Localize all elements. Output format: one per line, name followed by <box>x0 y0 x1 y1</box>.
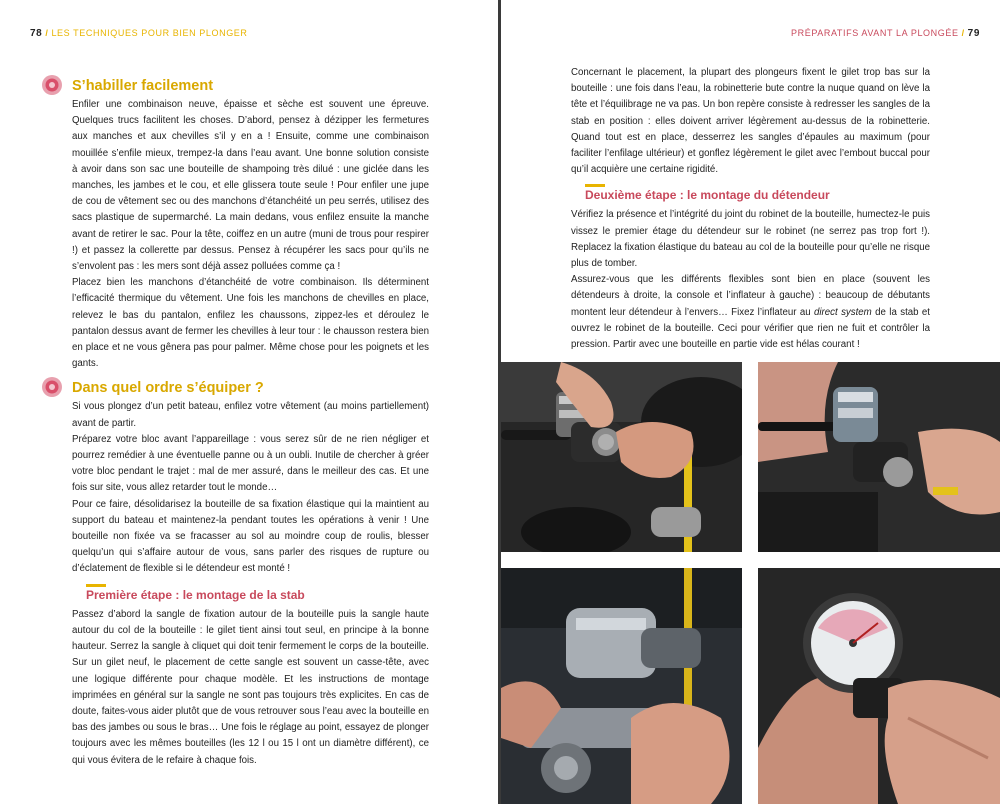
right-page-number: 79 <box>967 28 980 39</box>
left-text-column <box>72 76 429 769</box>
right-page <box>501 0 1000 804</box>
pink-circle-bullet-icon <box>41 376 63 398</box>
right-page-header <box>791 28 980 39</box>
paragraph: Concernant le placement, la plupart des plongeurs fixent le gilet trop bas sur la bouteille : une fois dans l’eau, la robinetterie bute contre la nuque quand on lève la tête et l’équilibrage ne va pas. Un bon repère consiste à redresser les sangles de la stab en position : elles doivent arriver légèrement au-dessus de la robinetterie. Quand tout est en place, desserrez les sangles d’épaules au maximum (pour faciliter l’enfilage ultérieur) et gonflez légèrement le gilet avec l’embout buccal pour qu’il acquière une certaine rigidité. <box>571 67 930 176</box>
left-page-number: 78 <box>30 28 43 39</box>
paragraph: Préparez votre bloc avant l’appareillage : vous serez sûr de ne rien négliger et pourrez remédier à une éventuelle panne ou à un oubli. Inutile de chercher à gréer votre bloc pendant le trajet : mal de mer assuré, dans le meilleur des cas. Et une fois sur site, vous allez retarder tout le monde… <box>72 433 429 494</box>
left-running-title: LES TECHNIQUES POUR BIEN PLONGER <box>51 28 248 38</box>
subsection-heading-stab: Première étape : le montage de la stab <box>86 584 305 603</box>
paragraph: Pour ce faire, désolidarisez la bouteille de sa fixation élastique qui la maintient au support du bateau et maintenez-la pendant toutes les opérations à venir ! Une bouteille non fixée va se fracasser au sol au moindre coup de roulis, blesser quelqu’un qui s’affaire autour de vous, sans parler des risques de rupture ou d’éclatement de flexible si le détendeur est monté ! <box>72 498 429 575</box>
tank-valve-closeup-photo <box>501 568 742 804</box>
paragraph: Passez d’abord la sangle de fixation autour de la bouteille puis la sangle haute autour du col de la bouteille : le gilet tient ainsi tout seul, en principe à la bonne hauteur. Serrez la sangle à cliquet qui doit tenir fermement le corps de la bouteille. Sur un gilet neuf, le placement de cette sangle est souvent un casse-tête, avec une logique différente pour chaque modèle. Et les instructions de montage imprimées en général sur la sangle ne sont pas toujours très explicites. En cas de doute, faites-vous aider plutôt que de vous retrouver sous l’eau avec la bouteille en bas des jambes ou sous le bras… Une fois le réglage au point, essayez de plonger toujours avec les mêmes bouteilles (les 12 l ou 15 l ont un diamètre différent), ce qui vous évitera de le refaire à chaque fois. <box>72 608 429 766</box>
right-running-title: PRÉPARATIFS AVANT LA PLONGÉE <box>791 28 959 38</box>
section-heading-dressing: S’habiller facilement <box>72 76 429 96</box>
paragraph: Enfiler une combinaison neuve, épaisse et sèche est souvent une épreuve. Quelques trucs facilitent les choses. D’abord, pensez à dézipper les fermetures aux manches et aux chevilles s’il y en a ! Ensuite, comme une combinaison mouillée s’enfile mieux, trempez-la dans l’eau avant. Une bonne solution consiste à avoir dans son sac une bouteille de shampoing très dilué : une giclée dans les manches, les jambes et le cou, et elle glissera toute seule ! Pour enfiler une jupe de cou de vêtement sec ou des manchons d’étanchéité un peu serrés, utilisez des sacs plastique de supermarché. La main dedans, vous enfilez ensuite la manche avant de retirer le sac. Pour la tête, coiffez en un autre (muni de trous pour respirer !) et passez la collerette par dessus. Pensez à récupérer les sacs pour qu’ils ne s’envolent pas : les mers sont déjà assez polluées comme ça ! <box>72 99 429 273</box>
pink-circle-bullet-icon <box>41 74 63 96</box>
section-heading-order: Dans quel ordre s’équiper ? <box>72 378 429 398</box>
paragraph: Placez bien les manchons d’étanchéité de votre combinaison. Ils déterminent l’efficacité thermique du vêtement. Une fois les manchons de chevilles en place, relevez le bas du pantalon, enfilez les chaussons, zippez-les et déroulez le pantalon dessus avant de fermer les chevilles à leur tour : le chausson restera bien en place et ne vous gênera pas pour palmer. Même chose pour les poignets et les gants. <box>72 277 429 370</box>
pressure-gauge-photo <box>758 568 1000 804</box>
paragraph: Vérifiez la présence et l’intégrité du joint du robinet de la bouteille, humectez-le puis vissez le premier étage du détendeur sur le robinet (ne serrez pas trop fort !). Replacez la fixation élastique du bateau au col de la bouteille pour qu’elle ne risque plus de tomber. <box>571 209 930 270</box>
regulator-on-valve-photo <box>758 362 1000 552</box>
header-separator: / <box>961 28 965 38</box>
left-page-header <box>30 28 248 39</box>
subsection-heading-regulator: Deuxième étape : le montage du détendeur <box>585 184 830 203</box>
right-text-column <box>571 65 930 353</box>
regulator-first-stage-photo <box>501 362 742 552</box>
paragraph: Si vous plongez d’un petit bateau, enfilez votre vêtement (au moins partiellement) avant de partir. <box>72 401 429 429</box>
header-separator: / <box>45 28 49 38</box>
paragraph: Assurez-vous que les différents flexibles sont bien en place (souvent les détendeurs à droite, la console et l’inflateur à gauche) : beaucoup de débutants montent leur détendeur à l’envers… Fixez l’inflateur au direct system de la stab et ouvrez le robinet de la bouteille. Ceci pour vérifier que rien ne fuit et contrôler la pression. Partir avec une bouteille en partie vide est hélas courant ! <box>571 274 931 351</box>
left-page <box>0 0 499 804</box>
